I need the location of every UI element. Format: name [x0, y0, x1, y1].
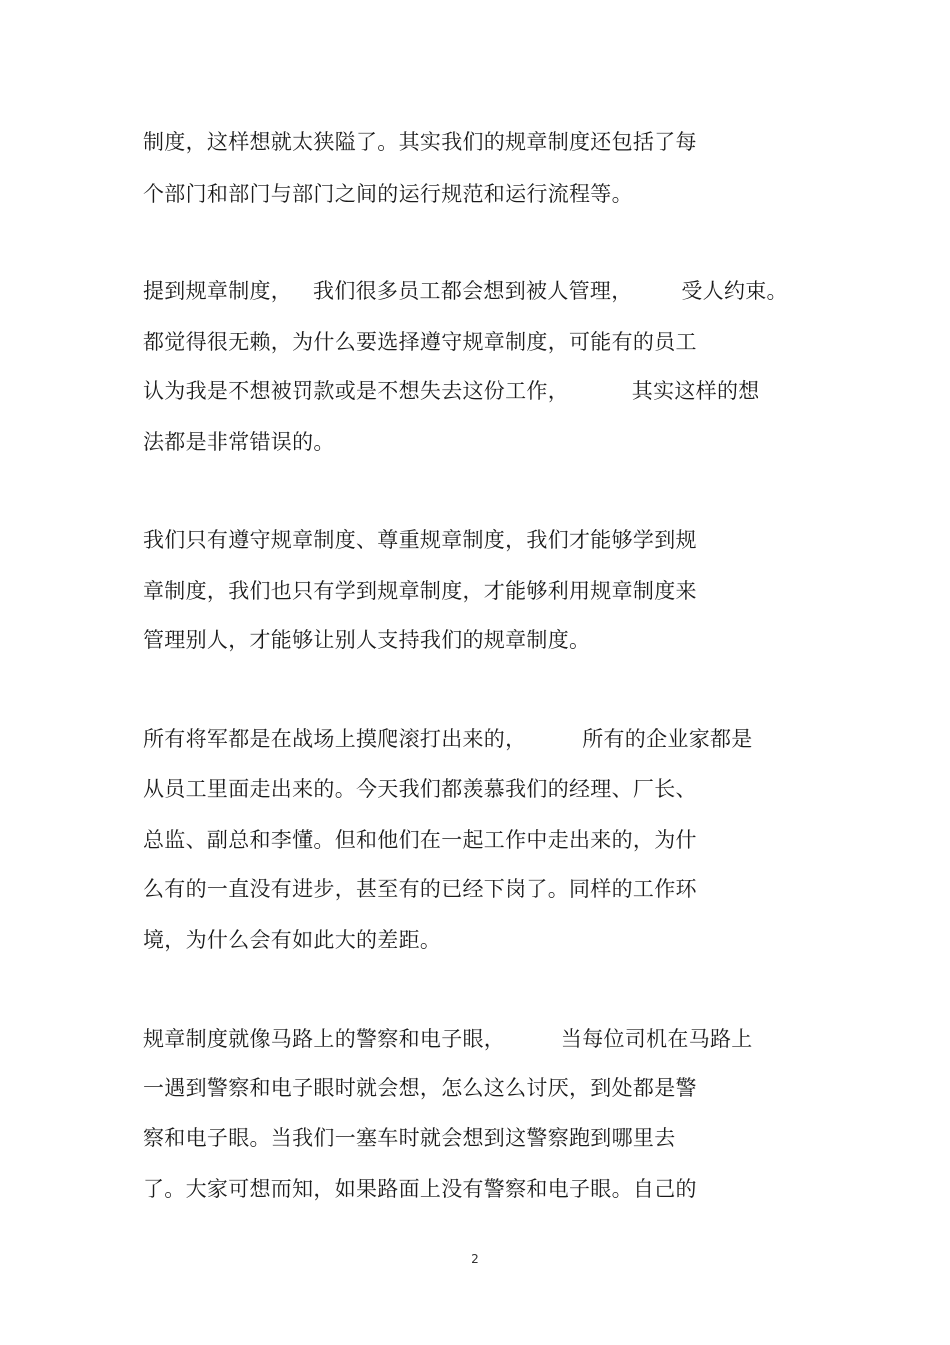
paragraph-4-line-3: 总监、副总和李懂。但和他们在一起工作中走出来的，为什 — [143, 828, 697, 852]
paragraph-4-line-1: 所有将军都是在战场上摸爬滚打出来的， 所有的企业家都是 — [143, 727, 753, 751]
paragraph-3-line-3: 管理别人，才能够让别人支持我们的规章制度。 — [143, 628, 591, 652]
paragraph-3-line-1: 我们只有遵守规章制度、尊重规章制度，我们才能够学到规 — [143, 528, 697, 552]
paragraph-5-line-3: 察和电子眼。当我们一塞车时就会想到这警察跑到哪里去 — [143, 1126, 676, 1150]
paragraph-3-line-2: 章制度，我们也只有学到规章制度，才能够利用规章制度来 — [143, 579, 697, 603]
page-number: 2 — [471, 1252, 479, 1266]
paragraph-5-line-4: 了。大家可想而知，如果路面上没有警察和电子眼。自己的 — [143, 1177, 697, 1201]
paragraph-2-line-3: 认为我是不想被罚款或是不想失去这份工作， 其实这样的想 — [143, 379, 760, 403]
paragraph-2-line-2: 都觉得很无赖，为什么要选择遵守规章制度，可能有的员工 — [143, 330, 697, 354]
paragraph-4-line-5: 境，为什么会有如此大的差距。 — [143, 928, 442, 952]
paragraph-4-line-4: 么有的一直没有进步，甚至有的已经下岗了。同样的工作环 — [143, 877, 697, 901]
paragraph-1-line-1: 制度，这样想就太狭隘了。其实我们的规章制度还包括了每 — [143, 130, 697, 154]
paragraph-2-line-4: 法都是非常错误的。 — [143, 430, 335, 454]
paragraph-4-line-2: 从员工里面走出来的。今天我们都羡慕我们的经理、厂长、 — [143, 777, 697, 801]
paragraph-2-line-1: 提到规章制度， 我们很多员工都会想到被人管理， 受人约束。 — [143, 279, 788, 303]
paragraph-5-line-2: 一遇到警察和电子眼时就会想，怎么这么讨厌，到处都是警 — [143, 1076, 697, 1100]
paragraph-1-line-2: 个部门和部门与部门之间的运行规范和运行流程等。 — [143, 182, 633, 206]
paragraph-5-line-1: 规章制度就像马路上的警察和电子眼， 当每位司机在马路上 — [143, 1027, 753, 1051]
